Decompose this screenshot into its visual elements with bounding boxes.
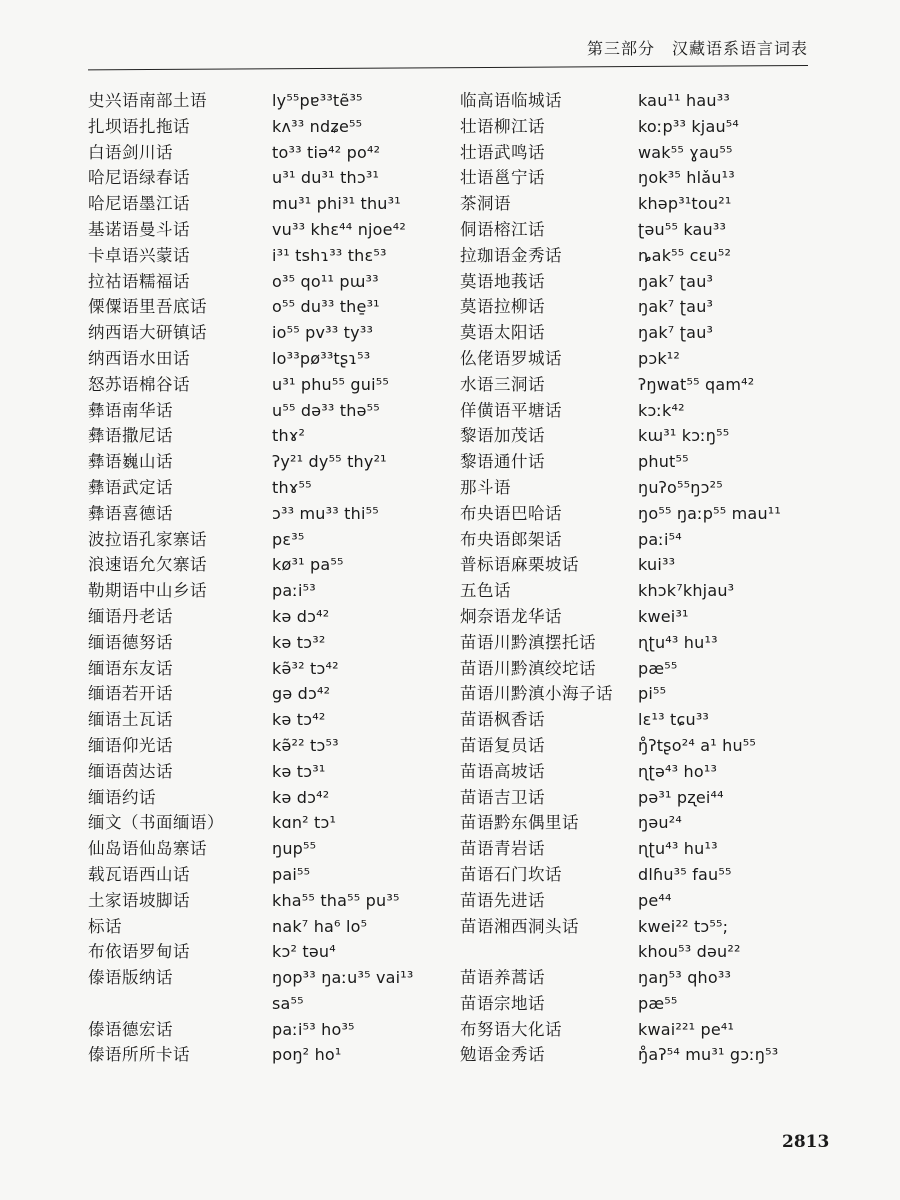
language-name: 黎语加茂话 <box>460 426 545 446</box>
vocab-row <box>452 785 892 811</box>
vocab-row <box>452 423 892 449</box>
vocab-row <box>70 527 510 553</box>
phonetic-form: ŋ̊ʔtʂo²⁴ a¹ hu⁵⁵ <box>638 735 757 755</box>
vocab-row <box>452 836 892 862</box>
phonetic-form: kə dɔ⁴² <box>272 606 330 626</box>
language-name: 载瓦语西山话 <box>88 864 190 884</box>
phonetic-form: gə dɔ⁴² <box>272 684 331 704</box>
phonetic-form: kwai²²¹ pe⁴¹ <box>638 1019 735 1039</box>
phonetic-form: ŋup⁵⁵ <box>272 839 317 859</box>
vocab-row <box>452 398 892 424</box>
language-name: 缅语若开话 <box>88 684 173 704</box>
vocab-row <box>452 320 892 346</box>
phonetic-form: lo³³pø³³tʂɿ⁵³ <box>272 348 371 368</box>
phonetic-form: ŋak⁷ ʈau³ <box>638 271 714 291</box>
vocab-row <box>70 372 510 398</box>
header-rule <box>88 65 808 70</box>
vocab-row <box>70 785 510 811</box>
language-name: 壮语武鸣话 <box>460 142 545 162</box>
phonetic-form: koːp³³ kjau⁵⁴ <box>638 116 740 136</box>
phonetic-form: phut⁵⁵ <box>638 452 689 472</box>
vocab-row <box>70 604 510 630</box>
phonetic-form: kə̃²² tɔ⁵³ <box>272 735 339 755</box>
language-name: 傣语版纳话 <box>88 968 173 988</box>
phonetic-form: u⁵⁵ də³³ thə⁵⁵ <box>272 400 380 420</box>
language-name: 勉语金秀话 <box>460 1045 545 1065</box>
language-name: 扎坝语扎拖话 <box>88 116 190 136</box>
vocab-row <box>70 346 510 372</box>
phonetic-form: pɔk¹² <box>638 348 681 368</box>
vocab-row <box>452 707 892 733</box>
language-name: 苗语石门坎话 <box>460 864 562 884</box>
language-name: 纳西语水田话 <box>88 348 190 368</box>
language-name: 侗语榕江话 <box>460 219 545 239</box>
phonetic-form: pai⁵⁵ <box>272 864 311 884</box>
language-name: 布努语大化话 <box>460 1019 562 1039</box>
vocab-row <box>452 1017 892 1043</box>
vocab-row <box>70 707 510 733</box>
phonetic-form: kʌ³³ ndʑe⁵⁵ <box>272 116 363 136</box>
language-name: 白语剑川话 <box>88 142 173 162</box>
phonetic-form: pæ⁵⁵ <box>638 658 678 678</box>
language-name: 缅语东友话 <box>88 658 173 678</box>
vocab-row <box>452 759 892 785</box>
phonetic-form: kwei³¹ <box>638 606 689 626</box>
running-header-title: 第三部分 汉藏语系语言词表 <box>586 39 808 58</box>
language-name: 彝语南华话 <box>88 400 173 420</box>
vocab-row <box>70 914 510 940</box>
vocab-row <box>452 965 892 991</box>
language-name: 缅语德努话 <box>88 632 173 652</box>
language-name: 勒期语中山乡话 <box>88 581 207 601</box>
vocab-row <box>452 862 892 888</box>
phonetic-form: ɔ³³ mu³³ thi⁵⁵ <box>272 503 379 523</box>
phonetic-form: paːi⁵³ ho³⁵ <box>272 1019 355 1039</box>
language-name: 哈尼语墨江话 <box>88 194 190 214</box>
vocab-row <box>452 114 892 140</box>
language-name: 拉祜语糯福话 <box>88 271 190 291</box>
language-name: 仫佬语罗城话 <box>460 348 562 368</box>
phonetic-form: paːi⁵⁴ <box>638 529 682 549</box>
language-name: 莫语拉柳话 <box>460 297 545 317</box>
phonetic-form: sa⁵⁵ <box>272 993 304 1013</box>
language-name: 布央语郎架话 <box>460 529 562 549</box>
language-name: 布依语罗甸话 <box>88 942 190 962</box>
phonetic-form: khəp³¹tou²¹ <box>638 194 732 214</box>
vocab-row <box>452 1042 892 1068</box>
vocab-row <box>70 810 510 836</box>
language-name: 纳西语大研镇话 <box>88 323 207 343</box>
vocab-row <box>70 965 510 991</box>
phonetic-form: kɔ² təu⁴ <box>272 942 336 962</box>
vocab-row <box>70 759 510 785</box>
vocab-row <box>452 217 892 243</box>
vocab-row <box>452 939 892 965</box>
language-name: 怒苏语棉谷话 <box>88 374 190 394</box>
phonetic-form: kau¹¹ hau³³ <box>638 91 730 110</box>
vocab-row <box>70 630 510 656</box>
phonetic-form: ɳʈu⁴³ hu¹³ <box>638 839 718 859</box>
phonetic-form: ʔy²¹ dy⁵⁵ thy²¹ <box>272 452 387 472</box>
vocab-row <box>452 243 892 269</box>
language-name: 缅语茵达话 <box>88 761 173 781</box>
phonetic-form: kə tɔ³² <box>272 632 326 652</box>
vocab-row <box>452 140 892 166</box>
phonetic-form: lɛ¹³ tɕu³³ <box>638 710 710 730</box>
language-name: 壮语邕宁话 <box>460 168 545 188</box>
vocab-row <box>452 656 892 682</box>
vocab-row <box>452 346 892 372</box>
phonetic-form: io⁵⁵ pv³³ ty³³ <box>272 323 374 343</box>
vocab-row <box>70 294 510 320</box>
vocab-row <box>452 372 892 398</box>
phonetic-form: ŋo⁵⁵ ŋaːp⁵⁵ mau¹¹ <box>638 503 782 523</box>
phonetic-form: o⁵⁵ du³³ the̱³¹ <box>272 297 380 317</box>
language-name: 傣语德宏话 <box>88 1019 173 1039</box>
phonetic-form: kwei²² tɔ⁵⁵; <box>638 916 729 936</box>
language-name: 傈僳语里吾底话 <box>88 297 207 317</box>
language-name: 莫语地莪话 <box>460 271 545 291</box>
vocab-row <box>70 449 510 475</box>
language-name: 苗语养蒿话 <box>460 968 545 988</box>
vocab-row <box>70 1042 510 1068</box>
language-name: 茶洞语 <box>460 194 511 214</box>
language-name: 彝语武定话 <box>88 477 173 497</box>
phonetic-form: ŋok³⁵ hlǎu¹³ <box>638 168 735 188</box>
vocab-row <box>70 578 510 604</box>
vocab-row <box>452 88 892 114</box>
vocab-row <box>70 320 510 346</box>
phonetic-form: ȵak⁵⁵ cɛu⁵² <box>638 245 732 265</box>
vocab-row <box>452 269 892 295</box>
vocab-row <box>452 191 892 217</box>
phonetic-form: kə tɔ³¹ <box>272 761 326 781</box>
language-name: 临高语临城话 <box>460 91 562 110</box>
vocab-row <box>452 501 892 527</box>
language-name: 哈尼语绿春话 <box>88 168 190 188</box>
phonetic-form: kə̃³² tɔ⁴² <box>272 658 339 678</box>
vocab-row <box>452 552 892 578</box>
page-header <box>0 0 900 75</box>
phonetic-form: kɯ³¹ kɔːŋ⁵⁵ <box>638 426 730 446</box>
vocab-row <box>70 939 510 965</box>
language-name: 佯僙语平塘话 <box>460 400 562 420</box>
phonetic-form: kə tɔ⁴² <box>272 710 326 730</box>
language-name: 傣语所所卡话 <box>88 1045 190 1065</box>
vocab-row <box>452 604 892 630</box>
phonetic-form: pe⁴⁴ <box>638 890 672 910</box>
phonetic-form: vu³³ khɛ⁴⁴ njoe⁴² <box>272 219 406 239</box>
vocab-row <box>70 140 510 166</box>
phonetic-form: u³¹ phu⁵⁵ gui⁵⁵ <box>272 374 389 394</box>
phonetic-form: pæ⁵⁵ <box>638 993 678 1013</box>
phonetic-form: o³⁵ qo¹¹ pɯ³³ <box>272 271 379 291</box>
vocab-row <box>70 475 510 501</box>
language-name: 波拉语孔家寨话 <box>88 529 207 549</box>
vocab-row <box>70 681 510 707</box>
language-name: 苗语枫香话 <box>460 710 545 730</box>
phonetic-form: pɛ³⁵ <box>272 529 305 549</box>
phonetic-form: i³¹ tshɿ³³ thɛ⁵³ <box>272 245 387 265</box>
phonetic-form: pə³¹ pʐei⁴⁴ <box>638 787 724 807</box>
vocab-row <box>70 398 510 424</box>
vocab-row <box>452 475 892 501</box>
phonetic-form: thɤ² <box>272 426 306 446</box>
phonetic-form: ɳʈu⁴³ hu¹³ <box>638 632 718 652</box>
language-name: 水语三洞话 <box>460 374 545 394</box>
language-name: 五色话 <box>460 581 511 601</box>
vocab-row <box>70 191 510 217</box>
language-name: 苗语川黔滇摆托话 <box>460 632 596 652</box>
language-name: 苗语青岩话 <box>460 839 545 859</box>
phonetic-form: kɑn² tɔ¹ <box>272 813 337 833</box>
language-name: 苗语吉卫话 <box>460 787 545 807</box>
phonetic-form: ŋop³³ ŋaːu³⁵ vai¹³ <box>272 968 414 988</box>
vocab-row <box>452 165 892 191</box>
language-name: 彝语巍山话 <box>88 452 173 472</box>
phonetic-form: poŋ² ho¹ <box>272 1045 342 1065</box>
vocab-row <box>452 294 892 320</box>
vocab-row <box>70 862 510 888</box>
vocab-row <box>70 269 510 295</box>
language-name: 缅语土瓦话 <box>88 710 173 730</box>
phonetic-form: ɳʈə⁴³ ho¹³ <box>638 761 718 781</box>
vocab-row <box>452 733 892 759</box>
phonetic-form: kui³³ <box>638 555 676 575</box>
vocab-row <box>70 1017 510 1043</box>
phonetic-form: pi⁵⁵ <box>638 684 667 704</box>
vocab-row <box>70 991 510 1017</box>
vocab-row <box>452 888 892 914</box>
vocab-row <box>452 527 892 553</box>
language-name: 莫语太阳话 <box>460 323 545 343</box>
phonetic-form: kø³¹ pa⁵⁵ <box>272 555 344 575</box>
vocab-row <box>452 681 892 707</box>
language-name: 标话 <box>88 916 122 936</box>
language-name: 苗语川黔滇绞坨话 <box>460 658 596 678</box>
phonetic-form: u³¹ du³¹ thɔ³¹ <box>272 168 380 188</box>
phonetic-form: to³³ tiə⁴² po⁴² <box>272 142 381 162</box>
language-name: 壮语柳江话 <box>460 116 545 136</box>
vocab-row <box>70 88 510 114</box>
language-name: 苗语先进话 <box>460 890 545 910</box>
phonetic-form: ŋak⁷ ʈau³ <box>638 297 714 317</box>
language-name: 仙岛语仙岛寨话 <box>88 839 207 859</box>
phonetic-form: mu³¹ phi³¹ thu³¹ <box>272 194 401 214</box>
vocab-row <box>70 165 510 191</box>
vocab-row <box>452 630 892 656</box>
language-name: 彝语撒尼话 <box>88 426 173 446</box>
phonetic-form: ŋ̊aʔ⁵⁴ mu³¹ gɔːŋ⁵³ <box>638 1045 779 1065</box>
language-name: 炯奈语龙华话 <box>460 606 562 626</box>
left-column <box>70 88 510 1068</box>
language-name: 史兴语南部土语 <box>88 91 207 110</box>
phonetic-form: ly⁵⁵pɐ³³tẽ³⁵ <box>272 91 363 110</box>
phonetic-form: khɔk⁷khjau³ <box>638 581 735 601</box>
language-name: 苗语黔东偶里话 <box>460 813 579 833</box>
phonetic-form: kə dɔ⁴² <box>272 787 330 807</box>
language-name: 苗语宗地话 <box>460 993 545 1013</box>
language-name: 苗语川黔滇小海子话 <box>460 684 613 704</box>
language-name: 苗语湘西洞头话 <box>460 916 579 936</box>
language-name: 布央语巴哈话 <box>460 503 562 523</box>
vocab-row <box>452 578 892 604</box>
phonetic-form: kɔːk⁴² <box>638 400 685 420</box>
language-name: 拉珈语金秀话 <box>460 245 562 265</box>
phonetic-form: khou⁵³ dəu²² <box>638 942 741 962</box>
language-name: 基诺语曼斗话 <box>88 219 190 239</box>
vocab-row <box>70 423 510 449</box>
language-name: 黎语通什话 <box>460 452 545 472</box>
language-name: 那斗语 <box>460 477 511 497</box>
vocab-row <box>70 501 510 527</box>
vocab-row <box>70 552 510 578</box>
vocab-row <box>452 914 892 940</box>
phonetic-form: ŋəu²⁴ <box>638 813 682 833</box>
vocab-row <box>70 888 510 914</box>
vocab-row <box>452 991 892 1017</box>
phonetic-form: kha⁵⁵ tha⁵⁵ pu³⁵ <box>272 890 400 910</box>
language-name: 苗语复员话 <box>460 735 545 755</box>
language-name: 苗语高坡话 <box>460 761 545 781</box>
phonetic-form: dlɦu³⁵ fau⁵⁵ <box>638 864 732 884</box>
language-name: 卡卓语兴蒙话 <box>88 245 190 265</box>
language-name: 土家语坡脚话 <box>88 890 190 910</box>
phonetic-form: ʈəu⁵⁵ kau³³ <box>638 219 727 239</box>
language-name: 彝语喜德话 <box>88 503 173 523</box>
vocab-row <box>70 836 510 862</box>
phonetic-form: ŋaŋ⁵³ qho³³ <box>638 968 732 988</box>
language-name: 缅语丹老话 <box>88 606 173 626</box>
language-name: 缅文（书面缅语） <box>88 813 224 833</box>
phonetic-form: ŋak⁷ ʈau³ <box>638 323 714 343</box>
language-name: 缅语仰光话 <box>88 735 173 755</box>
right-column <box>452 88 892 1068</box>
vocab-row <box>452 449 892 475</box>
phonetic-form: thɤ⁵⁵ <box>272 477 312 497</box>
vocab-row <box>70 243 510 269</box>
language-name: 缅语约话 <box>88 787 156 807</box>
phonetic-form: paːi⁵³ <box>272 581 316 601</box>
page-number: 2813 <box>782 1132 830 1152</box>
phonetic-form: ʔŋwat⁵⁵ qam⁴² <box>638 374 755 394</box>
phonetic-form: nak⁷ ha⁶ lo⁵ <box>272 916 368 936</box>
vocab-row <box>70 656 510 682</box>
language-name: 普标语麻栗坡话 <box>460 555 579 575</box>
vocab-row <box>70 114 510 140</box>
vocab-row <box>70 733 510 759</box>
vocab-row <box>70 217 510 243</box>
phonetic-form: ŋuʔo⁵⁵ŋɔ²⁵ <box>638 477 723 497</box>
phonetic-form: wak⁵⁵ ɣau⁵⁵ <box>638 142 733 162</box>
language-name: 浪速语允欠寨话 <box>88 555 207 575</box>
vocab-row <box>452 810 892 836</box>
